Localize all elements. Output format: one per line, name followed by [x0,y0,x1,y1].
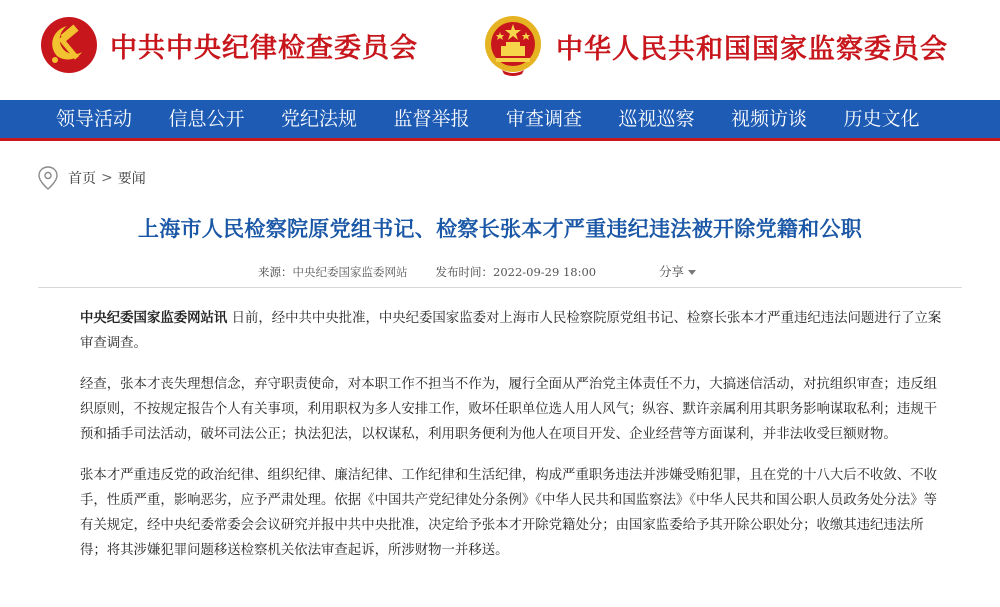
source-label: 来源： [258,265,293,279]
ccdi-title: 中共中央纪律检查委员会 [110,32,418,64]
paragraph-1-text: 日前，经中共中央批准，中央纪委国家监委对上海市人民检察院原党组书记、检察长张本才严重违纪违法问题进行了立案审查调查。 [80,311,942,351]
share-button[interactable] [659,262,696,280]
dateline: 中央纪委国家监委网站讯 [80,310,228,326]
main-navbar [0,100,1000,141]
national-emblem-icon [482,14,544,78]
breadcrumb-separator: > [101,170,113,186]
source-value: 中央纪委国家监委网站 [292,265,408,279]
breadcrumb-home[interactable]: 首页 [68,171,96,187]
location-pin-icon [38,166,58,190]
nav-item-info-disclosure[interactable]: 信息公开 [168,108,245,130]
nav-item-history[interactable]: 历史文化 [843,108,920,130]
share-caret-icon [688,270,696,275]
paragraph-1 [80,306,942,356]
article-body [80,306,942,579]
party-emblem-icon [40,16,98,74]
breadcrumb [38,166,146,190]
nsc-title: 中华人民共和国国家监察委员会 [556,33,948,65]
nav-item-investigation[interactable]: 审查调查 [506,108,583,130]
article-title: 上海市人民检察院原党组书记、检察长张本才严重违纪违法被开除党籍和公职 [137,216,863,241]
share-label: 分享 [659,264,685,279]
divider [38,287,962,288]
nav-item-inspection[interactable]: 巡视巡察 [618,108,695,130]
nav-item-video[interactable]: 视频访谈 [731,108,808,130]
nav-list [0,100,1000,138]
breadcrumb-current[interactable]: 要闻 [117,171,146,187]
nav-item-regulations[interactable]: 党纪法规 [281,108,358,130]
nav-item-leadership[interactable]: 领导活动 [56,108,133,130]
nsc-logo[interactable] [482,14,948,78]
masthead [0,0,1000,100]
paragraph-3: 张本才严重违反党的政治纪律、组织纪律、廉洁纪律、工作纪律和生活纪律，构成严重职务违法并涉嫌受贿犯罪，且在党的十八大后不收敛、不收手，性质严重，影响恶劣，应予严肃处理。依据《中国共产党纪律处分条例》《中华人民共和国监察法》《中华人民共和国公职人员政务处分法》等有关规定，经中央纪委常委会会议研究并报中共中央批准，决定给予张本才开除党籍处分；由国家监委给予其开除公职处分；收缴其违纪违法所得；将其涉嫌犯罪问题移送检察机关依法审查起诉，所涉财物一并移送。 [80,468,937,558]
article-meta [258,264,596,280]
time-value: 2022-09-29 18:00 [493,265,597,279]
paragraph-2: 经查，张本才丧失理想信念，弃守职责使命，对本职工作不担当不作为，履行全面从严治党主体责任不力，大搞迷信活动，对抗组织审查；违反组织原则，不按规定报告个人有关事项，利用职权为多人安排工作，败坏任职单位选人用人风气；纵容、默许亲属利用其职务影响谋取私利；违规干预和插手司法活动，破坏司法公正；执法犯法，以权谋私，利用职务便利为他人在项目开发、企业经营等方面谋利，并非法收受巨额财物。 [80,377,937,442]
time-label: 发布时间： [435,265,493,279]
nav-item-report[interactable]: 监督举报 [393,108,470,130]
ccdi-logo[interactable] [40,16,418,74]
